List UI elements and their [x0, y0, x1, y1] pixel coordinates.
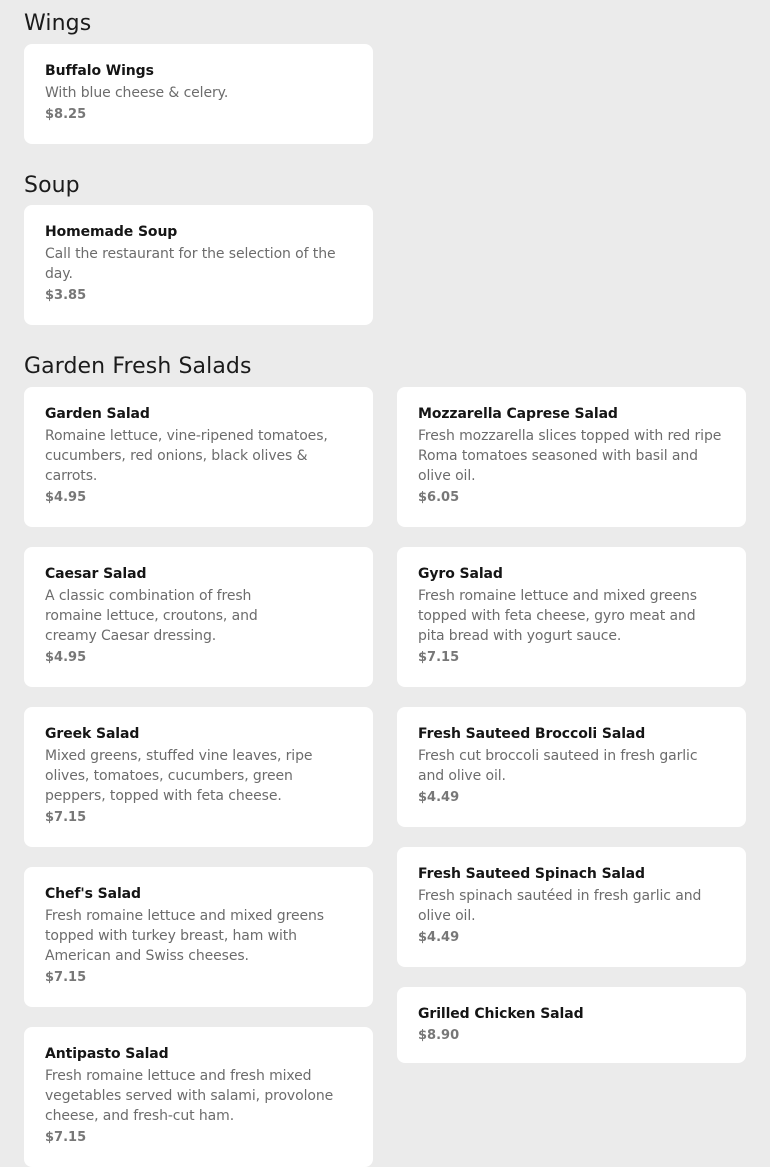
item-name: Mozzarella Caprese Salad: [418, 406, 618, 422]
menu-item-mozzarella-caprese-salad[interactable]: [397, 387, 746, 527]
section-title-salads: Garden Fresh Salads: [24, 354, 252, 379]
item-name: Greek Salad: [45, 726, 140, 742]
item-name: Caesar Salad: [45, 566, 147, 582]
item-name: Fresh Sauteed Spinach Salad: [418, 866, 645, 882]
section-title-soup: Soup: [24, 173, 80, 198]
menu-item-broccoli-salad[interactable]: [397, 707, 746, 827]
item-name: Grilled Chicken Salad: [418, 1006, 584, 1022]
item-description: Fresh romaine lettuce and fresh mixed vegetables served with salami, provolone cheese, and fresh-cut ham.: [45, 1068, 334, 1124]
item-price: $8.25: [45, 107, 87, 122]
item-price: $4.49: [418, 790, 460, 805]
item-name: Antipasto Salad: [45, 1046, 169, 1062]
item-name: Buffalo Wings: [45, 63, 154, 79]
item-description: A classic combination of fresh romaine lettuce, croutons, and creamy Caesar dressing.: [45, 588, 258, 644]
section-title-wings: Wings: [24, 11, 92, 36]
item-name: Gyro Salad: [418, 566, 503, 582]
item-description: Fresh spinach sautéed in fresh garlic and olive oil.: [418, 888, 702, 924]
menu-item-caesar-salad[interactable]: [24, 547, 373, 687]
item-description: Fresh romaine lettuce and mixed greens topped with feta cheese, gyro meat and pita bread with yogurt sauce.: [418, 588, 697, 644]
item-price: $3.85: [45, 288, 87, 303]
menu-item-gyro-salad[interactable]: [397, 547, 746, 687]
menu-item-grilled-chicken-salad[interactable]: [397, 987, 746, 1063]
item-description: With blue cheese & celery.: [45, 85, 229, 101]
item-description: Mixed greens, stuffed vine leaves, ripe olives, tomatoes, cucumbers, green peppers, topped with feta cheese.: [45, 748, 313, 804]
item-description: Fresh romaine lettuce and mixed greens topped with turkey breast, ham with American and Swiss cheeses.: [45, 908, 324, 964]
item-price: $7.15: [45, 970, 87, 985]
menu-item-greek-salad[interactable]: [24, 707, 373, 847]
item-price: $4.49: [418, 930, 460, 945]
item-description: Call the restaurant for the selection of the day.: [45, 246, 336, 282]
menu-item-garden-salad[interactable]: [24, 387, 373, 527]
item-price: $4.95: [45, 650, 87, 665]
item-price: $7.15: [418, 650, 460, 665]
menu-item-homemade-soup[interactable]: [24, 205, 373, 325]
item-description: Fresh cut broccoli sauteed in fresh garlic and olive oil.: [418, 748, 698, 784]
item-price: $7.15: [45, 810, 87, 825]
item-price: $8.90: [418, 1028, 460, 1043]
menu-item-antipasto-salad[interactable]: [24, 1027, 373, 1167]
menu-item-buffalo-wings[interactable]: [24, 44, 373, 144]
item-price: $6.05: [418, 490, 460, 505]
item-description: Romaine lettuce, vine-ripened tomatoes, cucumbers, red onions, black olives & carrots.: [45, 428, 328, 484]
item-name: Fresh Sauteed Broccoli Salad: [418, 726, 646, 742]
item-name: Chef's Salad: [45, 886, 141, 902]
item-name: Homemade Soup: [45, 224, 178, 240]
menu-item-chefs-salad[interactable]: [24, 867, 373, 1007]
item-name: Garden Salad: [45, 406, 150, 422]
item-price: $7.15: [45, 1130, 87, 1145]
item-price: $4.95: [45, 490, 87, 505]
menu-item-spinach-salad[interactable]: [397, 847, 746, 967]
item-description: Fresh mozzarella slices topped with red ripe Roma tomatoes seasoned with basil and olive oil.: [418, 428, 722, 484]
